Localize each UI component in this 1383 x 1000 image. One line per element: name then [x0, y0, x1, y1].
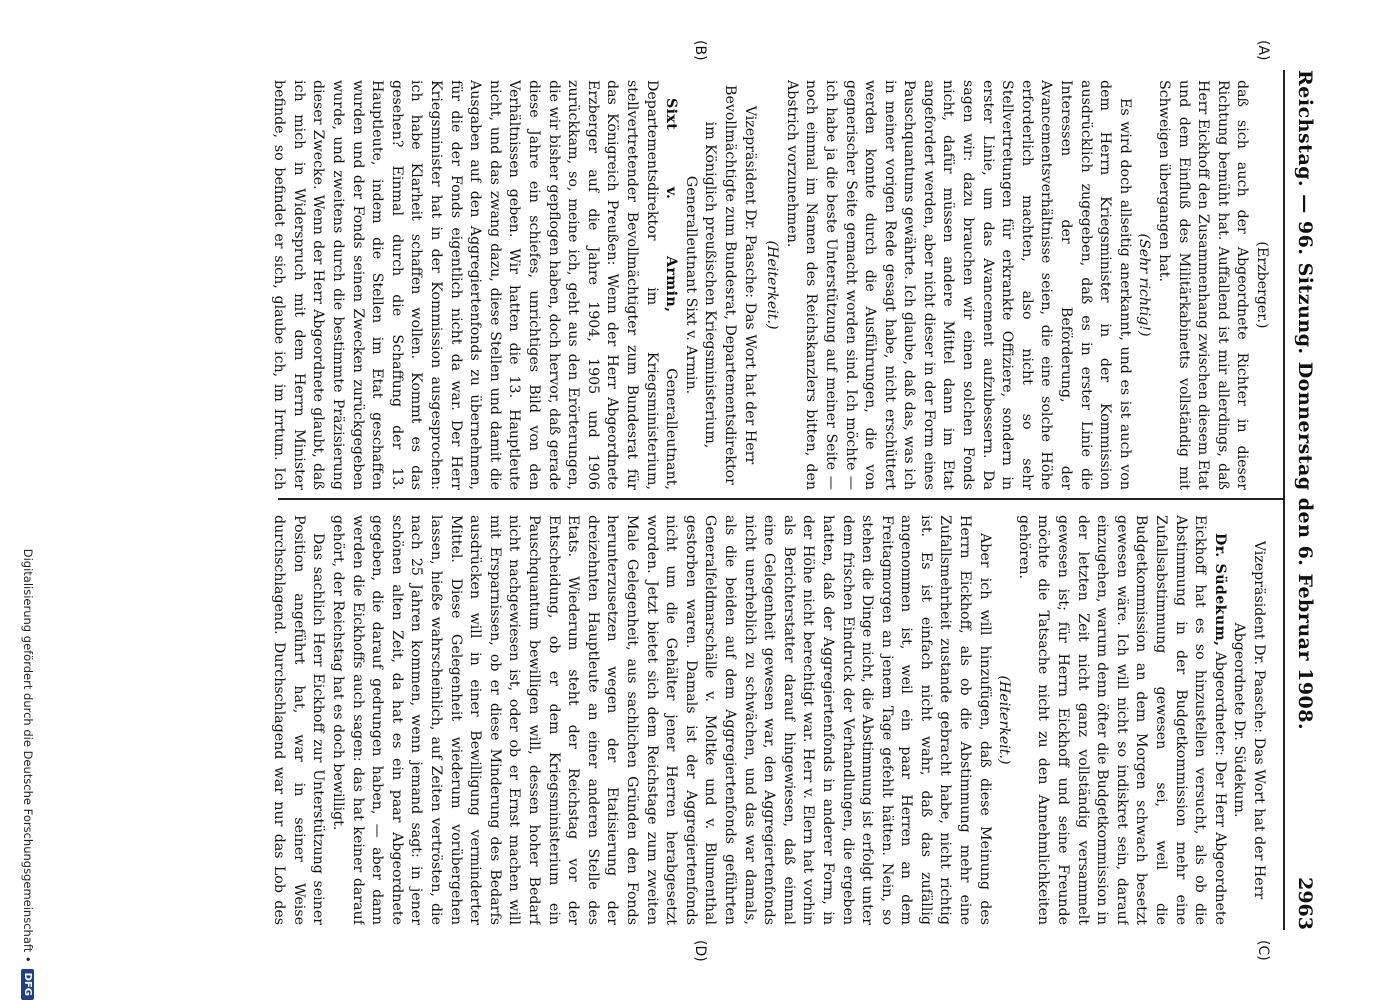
stage-direction: (Heiterkeit.) — [764, 240, 781, 330]
stage-direction: (Sehr richtig!) — [1136, 233, 1153, 337]
speaker-name: Dr. Südekum, — [1211, 533, 1228, 647]
chair-announcement: Vizepräsident Dr. Paasche: Das Wort hat der Herr Abgeordnete Dr. Südekum. — [1231, 540, 1267, 900]
stage-direction: (Heiterkeit.) — [996, 675, 1013, 765]
margin-marker-d: (D) — [692, 940, 708, 962]
paragraph: Es wird doch allseitig anerkannt, und es ist auch von dem Herrn Kriegsminister in der Kommission ausdrücklich zugegeben, daß es in erster Linie die Interessen der Beförderung, der Avancementsverhältnisse seien, die eine solche Höhe erforderlich machten, also nicht so sehr Stellvertretungen für erkrankte Offiziere, sondern in erster Linie, um das Avancement aufzubessern. Da sagen wir: dazu brauchen wir einen solchen Fonds nicht, dafür müssen andere Mittel dann im Etat angefordert werden, aber nicht dieser in der Form eines Pauschquantums gewährte. Ich glaube, daß das, was ich in meiner vorigen Rede gesagt habe, nicht erschüttert werden konnte durch die Ausführungen, die von gegnerischer Seite gemacht worden sind. Ich möchte — ich habe ja die beste Unterstützung auf meiner Seite — noch einmal im Namen des Reichskanzlers bitten, den Abstrich vorzunehmen. — [783, 80, 1133, 490]
page-number: 2963 — [1294, 877, 1316, 930]
digitization-footer — [8, 0, 48, 1000]
chair-announcement: Vizepräsident Dr. Paasche: Das Wort hat der Herr Bevollmächtigte zum Bundesrat, Departementsdirektor im Königlich preußischen Kriegsministerium, Generalleutnant Sixt v. Armin. — [682, 85, 758, 485]
speaker-name: Sixt v. Armin, — [663, 98, 680, 313]
speech-paragraph — [271, 80, 680, 490]
speaker-continuation: (Erzberger.) — [1254, 241, 1270, 329]
dfg-logo: DFG — [22, 969, 35, 1000]
margin-marker-c: (C) — [1255, 940, 1271, 961]
funding-note: Digitalisierung gefördert durch die Deutsche Forschungsgemeinschaft • — [21, 548, 35, 963]
margin-marker-a: (A) — [1255, 40, 1271, 61]
speech-paragraph — [1013, 515, 1229, 925]
margin-marker-b: (B) — [692, 40, 708, 61]
right-column — [271, 515, 1271, 925]
paragraph: Das sachlich Herr Eickhoff zur Unterstützung seiner Position angeführt hat, war in seiner Weise durchschlagend. Durchschlagend war nur das Lob des — [271, 515, 327, 925]
paragraph: daß sich auch der Abgeordnete Richter in dieser Richtung bemüht hat. Auffallend ist mir allerdings, daß Herr Eickhoff den Zusammenhang zwischen diesem Etat und dem Einfluß des Militärkabinetts vollständig mit Schweigen übergangen hat. — [1156, 80, 1251, 490]
speech-text: Abgeordneter: Der Herr Abgeordnete Eickhoff hat es so hinzustellen versucht, als ob die Abstimmung in der Budgetkommission mehr eine Zufallsabstimmung gewesen sei, weil die Budgetkommission an dem Morgen schwach besetzt gewesen wäre. Ich will nicht so indiskret sein, darauf einzugehen, warum denn öfter die Budgetkommission in der letzten Zeit nicht ganz vollständig versammelt gewesen ist; für Herrn Eickhoff und seine Freunde möchte die Tatsache nicht zu den Annehmlichkeiten gehören. — [1015, 515, 1228, 925]
speech-text: Generalleutnant, Departementsdirektor im Kriegsministerium, stellvertretender Bevollmächtigter zum Bundesrat für das Königreich Preußen: Wenn der Herr Abgeordnete Erzberger auf die Jahre 1904, 1905 und 1906 zurückkam, so, meine ich, geht aus den Erörterungen, die wir bisher gepflogen haben, doch hervor, daß gerade diese Jahre ein schiefes, unrichtiges Bild von den Verhältnissen geben. Wir hatten die 13. Hauptleute nicht, und das zwang dazu, diese Stellen und damit die Ausgaben auf den Aggregiertenfonds zu übernehmen, für die der Fonds eigentlich nicht da war. Der Herr Kriegsminister hat in der Kommission ausgesprochen: ich habe Klarheit schaffen wollen. Kommt es das gesehen? Einmal durch die Schaffung der 13. Hauptleute, indem die Stellen im Etat geschaffen wurden und der Fonds seinen Zwecken zurückgegeben wurde, und zweitens durch die bestimmte Präzisierung dieser Zwecke. Wenn der Herr Abgeordnete glaubt, daß ich mich in Widerspruch mit dem Herrn Minister befinde, so befindet er sich, glaube ich, im Irrtum. Ich — [271, 80, 680, 490]
page-header — [1283, 70, 1325, 930]
running-title: Reichstag. — 96. Sitzung. Donnerstag den 6. Februar 1908. — [1294, 70, 1316, 731]
paragraph: Aber ich will hinzufügen, daß diese Meinung des Herrn Eickhoff, als ob die Abstimmung mehr eine Zufallsmehrheit zustande gebracht habe, nicht richtig ist. Es ist einfach nicht wahr, daß das zufällig angenommen ist, weil ein paar Herren an dem Freitagmorgen an jenem Tage gefehlt hätten. Nein, so stehen die Dinge nicht, die Abstimmung ist erfolgt unter dem frischen Eindruck der Verhandlungen, die ergeben hatten, daß der Aggregiertenfonds in anderer Form, in der Höhe nicht berechtigt war. Herr v. Elern hat vorhin als Berichterstatter darauf hingewiesen, daß einmal eine Gelegenheit gewesen war, den Aggregiertenfonds nicht unerheblich zu schwächen, und das war damals, als die beiden auf dem Aggregiertenfonds geführten Generalfeldmarschälle v. Moltke und v. Blumenthal gestorben waren. Damals ist der Aggregiertenfonds nicht um die Gehälter jener Herren herabgesetzt worden. Jetzt bietet sich dem Reichstage zum zweiten Male Gelegenheit, aus sachlichen Gründen den Fonds herunterzusetzen wegen der Etatisierung der dreizehnten Hauptleute an einer anderen Stelle des Etats. Wiederum steht der Reichstag vor der Entscheidung, ob er dem Kriegsministerium ein Pauschquantum bewilligen will, dessen hoher Bedarf nicht nachgewiesen ist, oder ob er Ernst machen will mit Ersparnissen, ob er diese Minderung des Bedarfs ausdrücken will in einer Bewilligung verminderter Mittel. Diese Gelegenheit wiederum vorübergehen lassen, hieße wahrscheinlich, auf Zeiten vertrösten, die nach 25 Jahren kommen, wenn jemand sagt: in jener schönen alten Zeit, da hat es ein paar Abgeordnete gegeben, die darauf gedrungen haben, — aber dann werden die Eickhoffs auch sagen: das hat keiner darauf gehört, der Reichstag hat es doch bewilligt. — [330, 515, 993, 925]
left-column — [271, 80, 1271, 490]
column-divider — [278, 498, 1283, 500]
